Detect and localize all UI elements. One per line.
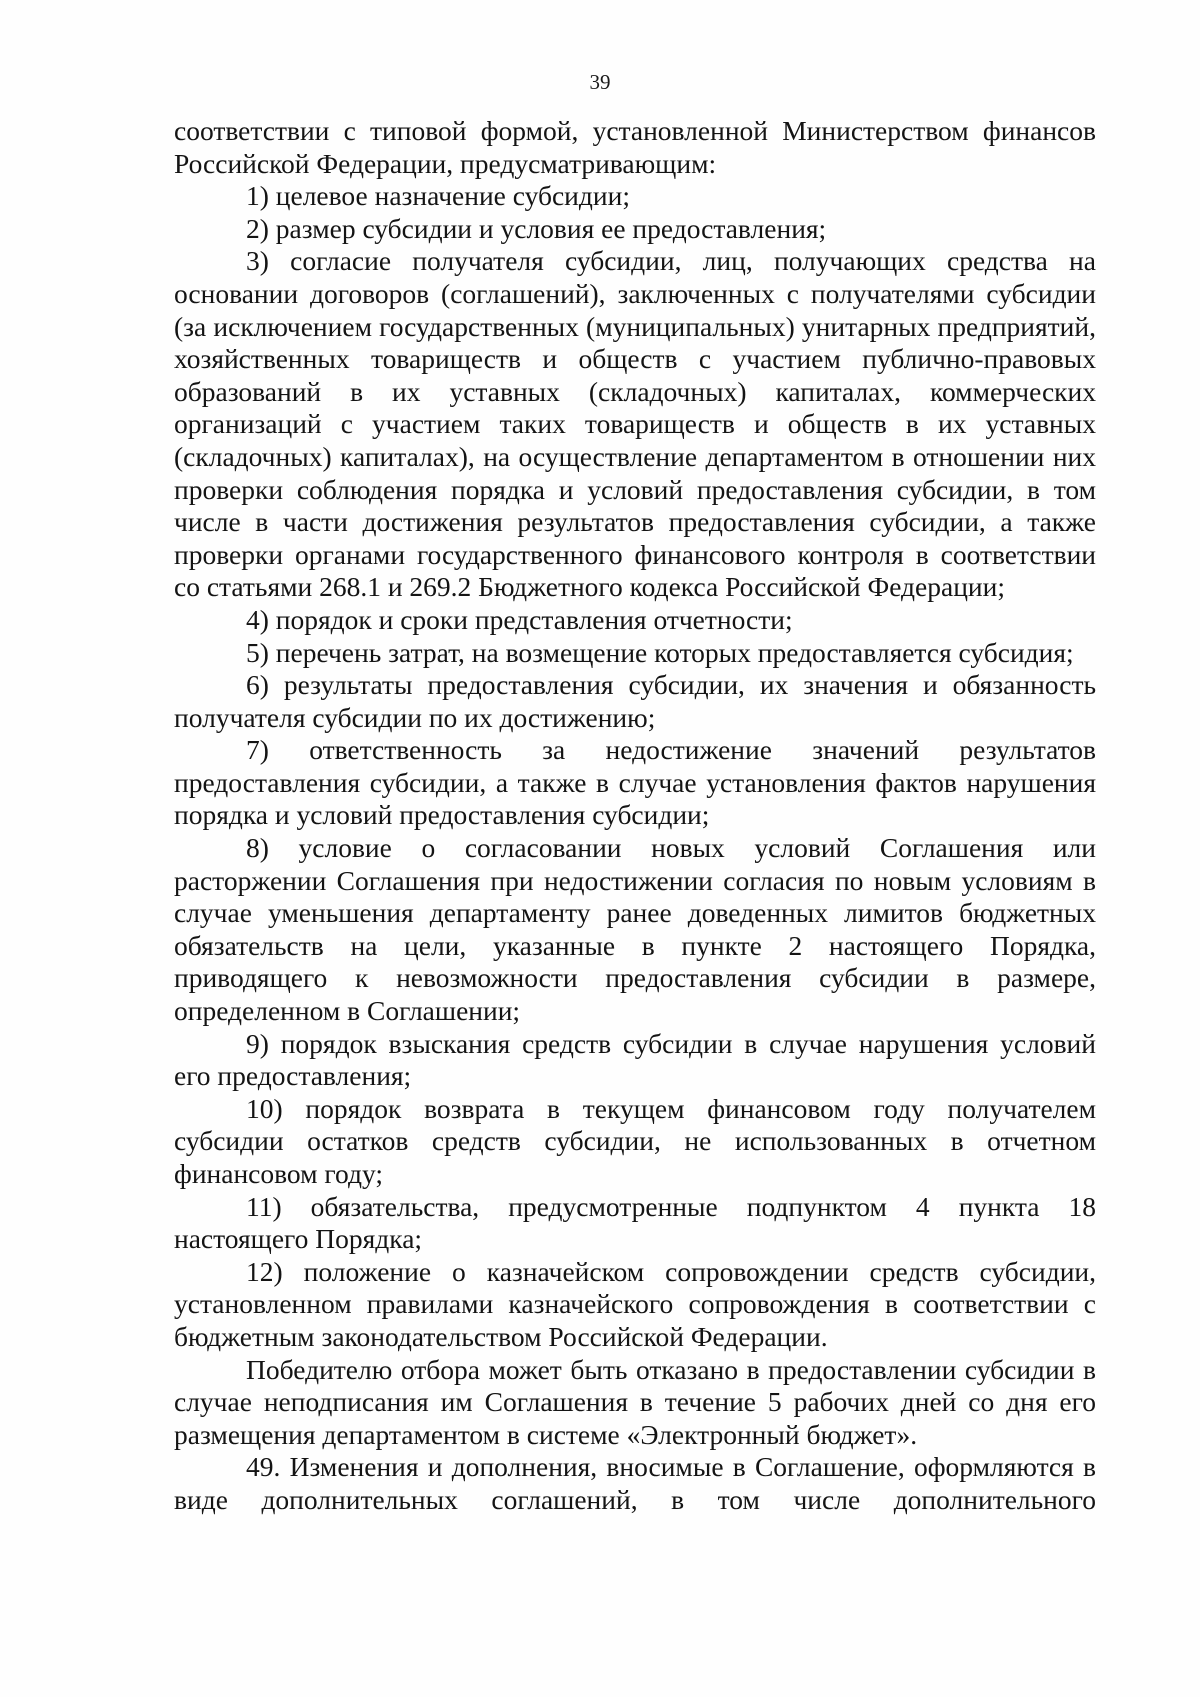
list-item-3: 3) согласие получателя субсидии, лиц, получающих средства на основании договоров (соглашений), заключенных с получателями субсидии (за исключением государственных (муниципальных) унитарных предприятий, хозяйственных товариществ и обществ с участием публично-правовых образований в их уставных (складочных) капиталах, коммерческих организаций с участием таких товариществ и обществ в их уставных (складочных) капиталах), на осуществление департаментом в отношении них проверки соблюдения порядка и условий предоставления субсидии, в том числе в части достижения результатов предоставления субсидии, а также проверки органами государственного финансового контроля в соответствии со статьями 268.1 и 269.2 Бюджетного кодекса Российской Федерации;: [174, 245, 1096, 603]
list-item-8: 8) условие о согласовании новых условий Соглашения или расторжении Соглашения при недостижении согласия по новым условиям в случае уменьшения департаменту ранее доведенных лимитов бюджетных обязательств на цели, указанные в пункте 2 настоящего Порядка, приводящего к невозможности предоставления субсидии в размере, определенном в Соглашении;: [174, 832, 1096, 1027]
list-item-12: 12) положение о казначейском сопровождении средств субсидии, установленном правилами казначейского сопровождения в соответствии с бюджетным законодательством Российской Федерации.: [174, 1255, 1096, 1352]
list-item-5: 5) перечень затрат, на возмещение которых предоставляется субсидия;: [246, 636, 1074, 668]
list-item-10: 10) порядок возврата в текущем финансовом году получателем субсидии остатков средств субсидии, не использованных в отчетном финансовом году;: [174, 1092, 1096, 1189]
page-number: 39: [589, 70, 611, 94]
list-item-11: 11) обязательства, предусмотренные подпунктом 4 пункта 18 настоящего Порядка;: [174, 1190, 1096, 1255]
document-body: [174, 115, 1096, 1517]
paragraph-refusal: Победителю отбора может быть отказано в предоставлении субсидии в случае неподписания им Соглашения в течение 5 рабочих дней со дня его размещения департаментом в системе «Электронный бюджет».: [174, 1353, 1096, 1450]
list-item-1: 1) целевое назначение субсидии;: [246, 180, 630, 212]
paragraph-section-49: 49. Изменения и дополнения, вносимые в Соглашение, оформляются в виде дополнительных соглашений, в том числе дополнительного: [174, 1451, 1096, 1515]
list-item-2: 2) размер субсидии и условия ее предоставления;: [246, 212, 827, 244]
list-item-6: 6) результаты предоставления субсидии, их значения и обязанность получателя субсидии по их достижению;: [174, 669, 1096, 733]
list-item-4: 4) порядок и сроки представления отчетности;: [246, 603, 793, 635]
paragraph-intro-continuation: соответствии с типовой формой, установленной Министерством финансов Российской Федерации, предусматривающим:: [174, 115, 1096, 179]
list-item-7: 7) ответственность за недостижение значений результатов предоставления субсидии, а также в случае установления фактов нарушения порядка и условий предоставления субсидии;: [174, 734, 1096, 831]
list-item-9: 9) порядок взыскания средств субсидии в случае нарушения условий его предоставления;: [174, 1027, 1096, 1092]
